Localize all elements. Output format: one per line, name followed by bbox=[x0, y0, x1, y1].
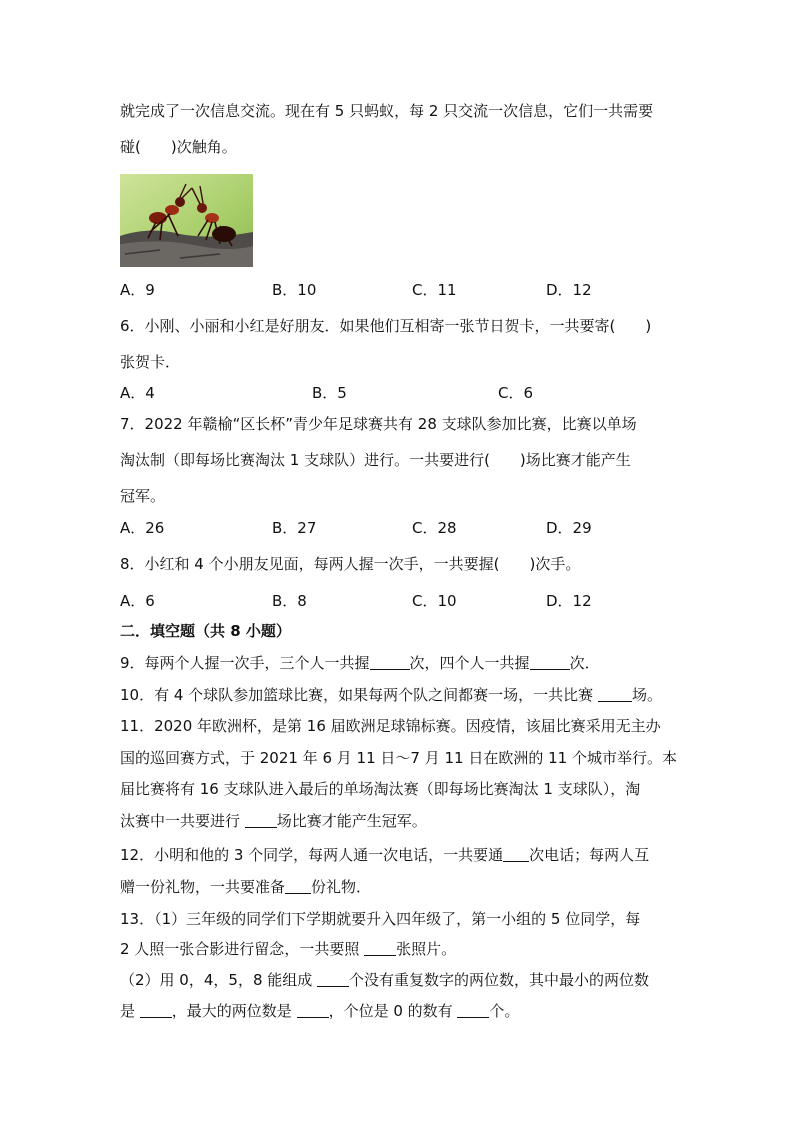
q13-text-a: 2 人照一张合影进行留念，一共要照 bbox=[120, 940, 365, 958]
q7-option-d[interactable]: D．29 bbox=[546, 519, 592, 537]
q13-text-c: （2）用 0，4，5，8 能组成 bbox=[120, 971, 318, 989]
q10-line bbox=[120, 685, 662, 705]
q13-text-g: ，个位是 0 的数有 bbox=[328, 1002, 458, 1020]
q6-option-a[interactable]: A．4 bbox=[120, 384, 155, 402]
q13-line2 bbox=[120, 939, 456, 959]
q5-option-c[interactable]: C．11 bbox=[412, 281, 457, 299]
section-title-fill-in: 二．填空题（共 8 小题） bbox=[120, 622, 291, 640]
q12-blank-1[interactable] bbox=[503, 847, 529, 862]
q13-line1: 13．（1）三年级的同学们下学期就要升入四年级了，第一小组的 5 位同学，每 bbox=[120, 910, 641, 928]
q6-option-c[interactable]: C．6 bbox=[498, 384, 534, 402]
q10-text-b: 场。 bbox=[631, 686, 662, 704]
q10-blank[interactable] bbox=[598, 687, 632, 702]
q5-line1: 就完成了一次信息交流。现在有 5 只蚂蚁，每 2 只交流一次信息，它们一共需要 bbox=[120, 102, 654, 120]
q10-text-a: 10．有 4 个球队参加篮球比赛，如果每两个队之间都赛一场，一共比赛 bbox=[120, 686, 598, 704]
q9-blank-1[interactable] bbox=[370, 655, 410, 670]
q13-blank-2[interactable] bbox=[317, 972, 349, 987]
q9-text-a: 9．每两个人握一次手，三个人一共握 bbox=[120, 654, 370, 672]
q11-text-a: 汰赛中一共要进行 bbox=[120, 812, 245, 830]
q13-text-f: ，最大的两位数是 bbox=[171, 1002, 297, 1020]
q13-line4 bbox=[120, 1001, 519, 1021]
q13-line3 bbox=[120, 970, 649, 990]
q9-text-b: 次，四个人一共握 bbox=[409, 654, 530, 672]
q8-option-a[interactable]: A．6 bbox=[120, 592, 155, 610]
q11-blank[interactable] bbox=[245, 813, 277, 828]
q13-text-h: 个。 bbox=[489, 1002, 520, 1020]
q12-blank-2[interactable] bbox=[285, 879, 311, 894]
q13-blank-5[interactable] bbox=[457, 1003, 489, 1018]
q6-line2: 张贺卡． bbox=[120, 353, 181, 371]
q7-option-c[interactable]: C．28 bbox=[412, 519, 457, 537]
q13-text-e: 是 bbox=[120, 1002, 140, 1020]
q7-option-b[interactable]: B．27 bbox=[272, 519, 317, 537]
q11-line2: 国的巡回赛方式，于 2021 年 6 月 11 日～7 月 11 日在欧洲的 11 个城市举行。本 bbox=[120, 749, 677, 767]
q6-option-b[interactable]: B．5 bbox=[312, 384, 347, 402]
q11-text-b: 场比赛才能产生冠军。 bbox=[276, 812, 427, 830]
q8-option-b[interactable]: B．8 bbox=[272, 592, 307, 610]
q12-line2 bbox=[120, 877, 371, 897]
q13-blank-1[interactable] bbox=[364, 941, 396, 956]
q11-line3: 届比赛将有 16 支球队进入最后的单场淘汰赛（即每场比赛淘汰 1 支球队），淘 bbox=[120, 780, 641, 798]
ants-photo bbox=[120, 174, 253, 267]
q13-blank-4[interactable] bbox=[297, 1003, 329, 1018]
q8-option-c[interactable]: C．10 bbox=[412, 592, 457, 610]
q11-line4 bbox=[120, 811, 427, 831]
q8-option-d[interactable]: D．12 bbox=[546, 592, 592, 610]
q6-line1: 6．小刚、小丽和小红是好朋友．如果他们互相寄一张节日贺卡，一共要寄( ) bbox=[120, 317, 652, 335]
q9-text-c: 次． bbox=[569, 654, 600, 672]
q7-line2: 淘汰制（即每场比赛淘汰 1 支球队）进行。一共要进行( )场比赛才能产生 bbox=[120, 451, 631, 469]
q12-text-b: 次电话；每两人互 bbox=[529, 846, 650, 864]
q8-line1: 8．小红和 4 个小朋友见面，每两人握一次手，一共要握( )次手。 bbox=[120, 555, 581, 573]
q12-text-a: 12．小明和他的 3 个同学，每两人通一次电话，一共要通 bbox=[120, 846, 504, 864]
q5-option-b[interactable]: B．10 bbox=[272, 281, 317, 299]
q12-line1 bbox=[120, 845, 649, 865]
q5-option-d[interactable]: D．12 bbox=[546, 281, 592, 299]
q11-line1: 11．2020 年欧洲杯，是第 16 届欧洲足球锦标赛。因疫情，该届比赛采用无主办 bbox=[120, 717, 661, 735]
q5-line2: 碰( )次触角。 bbox=[120, 138, 237, 156]
q7-line1: 7．2022 年赣榆“区长杯”青少年足球赛共有 28 支球队参加比赛，比赛以单场 bbox=[120, 415, 637, 433]
q13-blank-3[interactable] bbox=[140, 1003, 172, 1018]
q5-option-a[interactable]: A．9 bbox=[120, 281, 155, 299]
q12-text-d: 份礼物． bbox=[311, 878, 372, 896]
q13-text-d: 个没有重复数字的两位数，其中最小的两位数 bbox=[349, 971, 650, 989]
q7-line3: 冠军。 bbox=[120, 487, 166, 505]
q9-line bbox=[120, 653, 600, 673]
q7-option-a[interactable]: A．26 bbox=[120, 519, 165, 537]
q9-blank-2[interactable] bbox=[530, 655, 570, 670]
q13-text-b: 张照片。 bbox=[396, 940, 457, 958]
q12-text-c: 赠一份礼物，一共要准备 bbox=[120, 878, 286, 896]
